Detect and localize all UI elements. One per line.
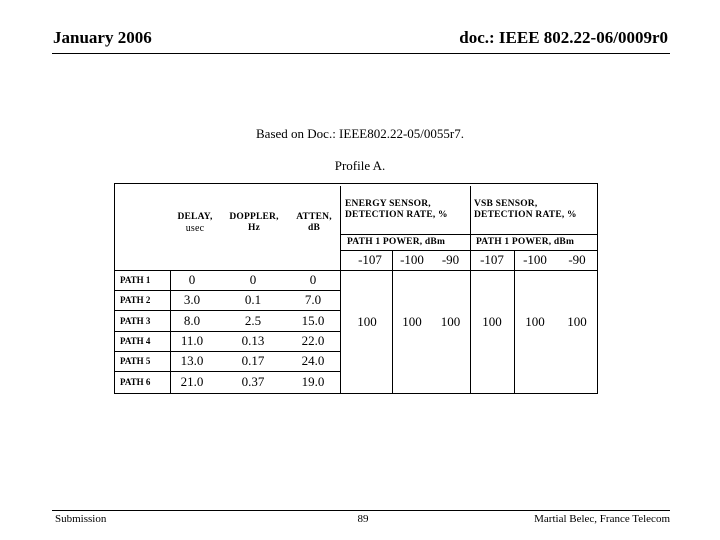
header-rule <box>52 53 670 54</box>
table-hline <box>340 250 598 251</box>
power-level: -90 <box>568 252 586 267</box>
col-header-delay <box>167 212 223 234</box>
table-hline <box>340 234 598 235</box>
power-level: -90 <box>441 252 460 267</box>
table-vline <box>470 186 471 393</box>
col-header-vsb-sensor <box>474 199 598 221</box>
footer-author: Martial Belec, France Telecom <box>534 513 670 525</box>
caption-based-on: Based on Doc.: IEEE802.22-05/0055r7. <box>256 126 464 141</box>
table-hline <box>115 310 340 311</box>
cell-delay: 3.0 <box>183 292 201 307</box>
vsb-sensor-title: VSB SENSOR, <box>474 199 538 209</box>
header-date: January 2006 <box>53 28 152 47</box>
cell-doppler: 0.1 <box>244 292 262 307</box>
cell-delay: 0 <box>188 272 196 287</box>
col-header-atten-unit: dB <box>307 223 321 233</box>
table-hline <box>115 351 340 352</box>
footer-page-number: 89 <box>357 513 369 525</box>
cell-delay: 13.0 <box>180 353 204 368</box>
table-hline <box>115 371 340 372</box>
cell-atten: 7.0 <box>304 292 322 307</box>
detection-rate: 100 <box>402 314 422 329</box>
power-level: -100 <box>523 252 547 267</box>
col-header-delay-unit: usec <box>185 223 205 234</box>
power-level: -107 <box>358 252 382 267</box>
cell-delay: 21.0 <box>180 374 204 389</box>
col-header-doppler-unit: Hz <box>247 223 260 233</box>
table-hline <box>115 290 340 291</box>
cell-doppler: 0 <box>249 272 257 287</box>
col-header-doppler-label: DOPPLER, <box>229 212 279 222</box>
vsb-sensor-subtitle: DETECTION RATE, % <box>474 210 577 220</box>
row-label: PATH 5 <box>120 356 151 366</box>
detection-rate: 100 <box>440 314 461 329</box>
cell-atten: 22.0 <box>301 333 325 348</box>
header-doc-id: doc.: IEEE 802.22-06/0009r0 <box>459 28 668 47</box>
cell-delay: 8.0 <box>183 313 201 328</box>
power-level: -107 <box>480 252 504 267</box>
col-header-delay-label: DELAY, <box>177 212 213 222</box>
table-hline <box>115 331 340 332</box>
footer-submission: Submission <box>55 513 107 525</box>
row-label: PATH 1 <box>120 275 151 285</box>
caption-profile: Profile A. <box>334 158 386 173</box>
cell-doppler: 0.37 <box>241 374 265 389</box>
row-label: PATH 4 <box>120 336 151 346</box>
energy-path1-power-header: PATH 1 POWER, dBm <box>347 237 446 247</box>
power-level: -100 <box>400 252 424 267</box>
cell-doppler: 2.5 <box>244 313 262 328</box>
detection-rate: 100 <box>357 314 377 329</box>
row-label: PATH 3 <box>120 316 151 326</box>
table-hline <box>115 270 598 271</box>
detection-rate: 100 <box>525 314 545 329</box>
cell-doppler: 0.13 <box>241 333 265 348</box>
cell-atten: 0 <box>309 272 317 287</box>
row-label: PATH 2 <box>120 295 151 305</box>
cell-atten: 24.0 <box>301 353 325 368</box>
detection-rate: 100 <box>567 314 587 329</box>
row-label: PATH 6 <box>120 377 151 387</box>
col-header-energy-sensor <box>345 199 470 221</box>
cell-atten: 15.0 <box>301 313 325 328</box>
vsb-path1-power-header: PATH 1 POWER, dBm <box>476 237 575 247</box>
cell-atten: 19.0 <box>301 374 325 389</box>
cell-doppler: 0.17 <box>241 353 265 368</box>
col-header-atten <box>287 212 341 234</box>
energy-sensor-title: ENERGY SENSOR, <box>345 199 431 209</box>
detection-rate: 100 <box>482 314 502 329</box>
footer-rule <box>52 510 670 511</box>
col-header-atten-label: ATTEN, <box>296 212 332 222</box>
energy-sensor-subtitle: DETECTION RATE, % <box>345 210 448 220</box>
cell-delay: 11.0 <box>180 333 204 348</box>
col-header-doppler <box>222 212 286 234</box>
